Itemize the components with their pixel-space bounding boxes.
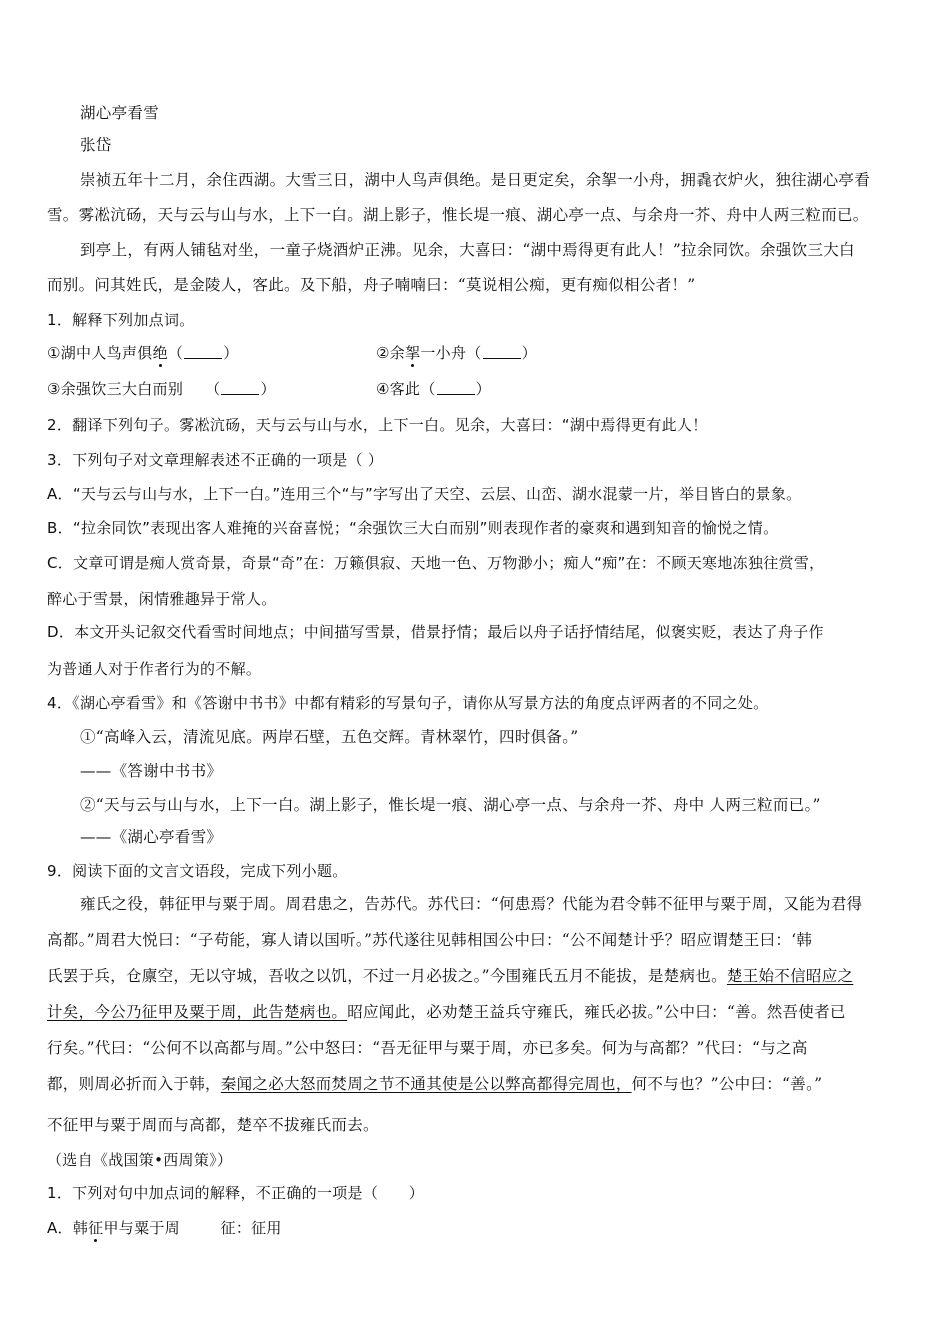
q9-passage-line5: 行矣。”代曰：“公何不以高都与周。”公中怒曰：“吾无征甲与粟于周，亦已多矣。何为与高都？”代曰：“与之高 [47, 1039, 808, 1057]
q9-underlined-sentence-part2: 计矣，今公乃征甲及粟于周，此告楚病也。 [47, 1003, 348, 1021]
q9-sub1-option-a [47, 1218, 282, 1238]
q1-item4-text: ④客此（ [376, 380, 436, 398]
q1-item4 [376, 379, 491, 399]
q9-passage-line7: 不征甲与粟于周而与高都，楚卒不拔雍氏而去。 [47, 1116, 379, 1134]
q4-source1: ——《答谢中书书》 [80, 762, 223, 780]
q4-stem: 4．《湖心亭看雪》和《答谢中书书》中都有精彩的写景句子，请你从写景方法的角度点评两者的不同之处。 [47, 694, 769, 712]
q1-item3-text: ③余强饮三大白而别 [47, 380, 184, 398]
q1-item2 [376, 343, 537, 363]
q1-item2-close: ） [521, 344, 537, 362]
q9-underlined-sentence-2: 秦闻之必大怒而焚周之节不通其使是公以弊高都得完周也， [220, 1075, 632, 1093]
q9-sub1-option-a-rest: 甲与粟于周 征：征用 [103, 1219, 282, 1237]
q1-item1-open: （ [167, 344, 184, 362]
q4-quote2: ②“天与云与山与水，上下一白。湖上影子，惟长堤一痕、湖心亭一点、与余舟一芥、舟中 人两三粒而已。” [80, 796, 821, 814]
q9-passage-line1: 雍氏之役，韩征甲与粟于周。周君患之，告苏代。苏代曰：“何患焉？代能为君令韩不征甲与粟于周，又能为君得 [80, 895, 863, 913]
q3-option-c-line1: C．文章可谓是痴人赏奇景，奇景“奇”在：万籁俱寂、天地一色、万物渺小；痴人“痴”在：不顾天寒地冻独往赏雪， [47, 554, 825, 572]
q4-quote1: ①“高峰入云，清流见底。两岸石壁，五色交辉。青林翠竹，四时俱备。” [80, 728, 579, 746]
q1-item1 [47, 343, 239, 363]
q1-item4-blank[interactable] [437, 380, 475, 395]
q9-passage-line6 [47, 1074, 822, 1094]
q1-item2-rest: 一小舟（ [420, 344, 482, 362]
q9-sub1-option-a-dotted-word: 征 [88, 1219, 104, 1237]
q1-item4-close: ） [475, 380, 491, 398]
poem-para1-line1: 崇祯五年十二月，余住西湖。大雪三日，湖中人鸟声俱绝。是日更定矣，余挐一小舟，拥毳衣炉火，独往湖心亭看 [80, 171, 871, 189]
q9-passage-line2: 高都。”周君大悦曰：“子苟能，寡人请以国听。”苏代遂往见韩相国公中曰：“公不闻楚计乎？昭应谓楚王曰：‘韩 [47, 931, 813, 949]
q3-option-c-line2: 醉心于雪景，闲情雅趣异于常人。 [47, 590, 277, 608]
poem-para1-line2: 雪。雾凇沆砀，天与云与山与水，上下一白。湖上影子，惟长堤一痕、湖心亭一点、与余舟一芥、舟中人两三粒而已。 [47, 206, 869, 224]
q9-underlined-sentence-part1: 楚王始不信昭应之 [726, 967, 854, 985]
q9-passage-line4-text: 昭应闻此，必劝楚王益兵守雍氏，雍氏必拔。”公中曰：“善。然吾使者已 [347, 1003, 846, 1021]
q1-item3-close: ） [260, 380, 276, 398]
poem-para2-line2: 而别。问其姓氏，是金陵人，客此。及下船，舟子喃喃曰：“莫说相公痴，更有痴似相公者！” [47, 276, 696, 294]
q1-item3 [47, 379, 276, 399]
q9-passage-line3 [47, 966, 853, 986]
q9-stem: 9．阅读下面的文言文语段，完成下列小题。 [47, 862, 348, 880]
q9-source: （选自《战国策•西周策》） [47, 1151, 233, 1169]
q9-passage-line6-text: 都，则周必折而入于韩， [47, 1075, 221, 1093]
q1-item2-text: ②余 [376, 344, 406, 362]
q3-option-d-line1: D．本文开头记叙交代看雪时间地点；中间描写雪景，借景抒情；最后以舟子话抒情结尾，似褒实贬，表达了舟子作 [47, 623, 824, 641]
q9-passage-line4 [47, 1002, 846, 1022]
poem-title: 湖心亭看雪 [80, 104, 160, 122]
q9-passage-line3-text: 氏罢于兵，仓廪空，无以守城，吾收之以饥，不过一月必拔之。”今围雍氏五月不能拔，是楚病也。 [47, 967, 727, 985]
q2-text: 2．翻译下列句子。雾凇沆砀，天与云与山与水，上下一白。见余，大喜曰：“湖中焉得更有此人！ [47, 416, 708, 434]
q1-item2-blank[interactable] [483, 344, 521, 359]
q1-item1-dotted-word: 绝 [152, 344, 168, 362]
q3-option-b: B．“拉余同饮”表现出客人难掩的兴奋喜悦；“余强饮三大白而别”则表现作者的豪爽和遇到知音的愉悦之情。 [47, 519, 779, 537]
q3-option-a: A．“天与云与山与水，上下一白。”连用三个“与”字写出了天空、云层、山峦、湖水混蒙一片，举目皆白的景象。 [47, 485, 802, 503]
q1-item1-blank[interactable] [184, 344, 222, 359]
poem-author: 张岱 [80, 136, 112, 154]
q9-sub1-option-a-text: A．韩 [47, 1219, 89, 1237]
q1-item1-close: ） [223, 344, 239, 362]
q1-stem: 1．解释下列加点词。 [47, 311, 195, 329]
q9-sub1-stem: 1．下列对句中加点词的解释，不正确的一项是（ ） [47, 1184, 425, 1202]
q1-item3-blank[interactable] [221, 380, 259, 395]
q9-passage-line6-rest: 何不与也？”公中曰：“善。” [631, 1075, 823, 1093]
q4-source2: ——《湖心亭看雪》 [80, 828, 223, 846]
poem-para2-line1: 到亭上，有两人铺毡对坐，一童子烧酒炉正沸。见余，大喜曰：“湖中焉得更有此人！”拉余同饮。余强饮三大白 [80, 241, 855, 259]
q1-item3-open: （ [205, 380, 221, 398]
q1-item2-dotted-word: 挐 [405, 344, 421, 362]
q3-stem: 3．下列句子对文章理解表述不正确的一项是（ ） [47, 451, 384, 469]
q1-item1-text: ①湖中人鸟声俱 [47, 344, 153, 362]
q3-option-d-line2: 为普通人对于作者行为的不解。 [47, 660, 262, 678]
